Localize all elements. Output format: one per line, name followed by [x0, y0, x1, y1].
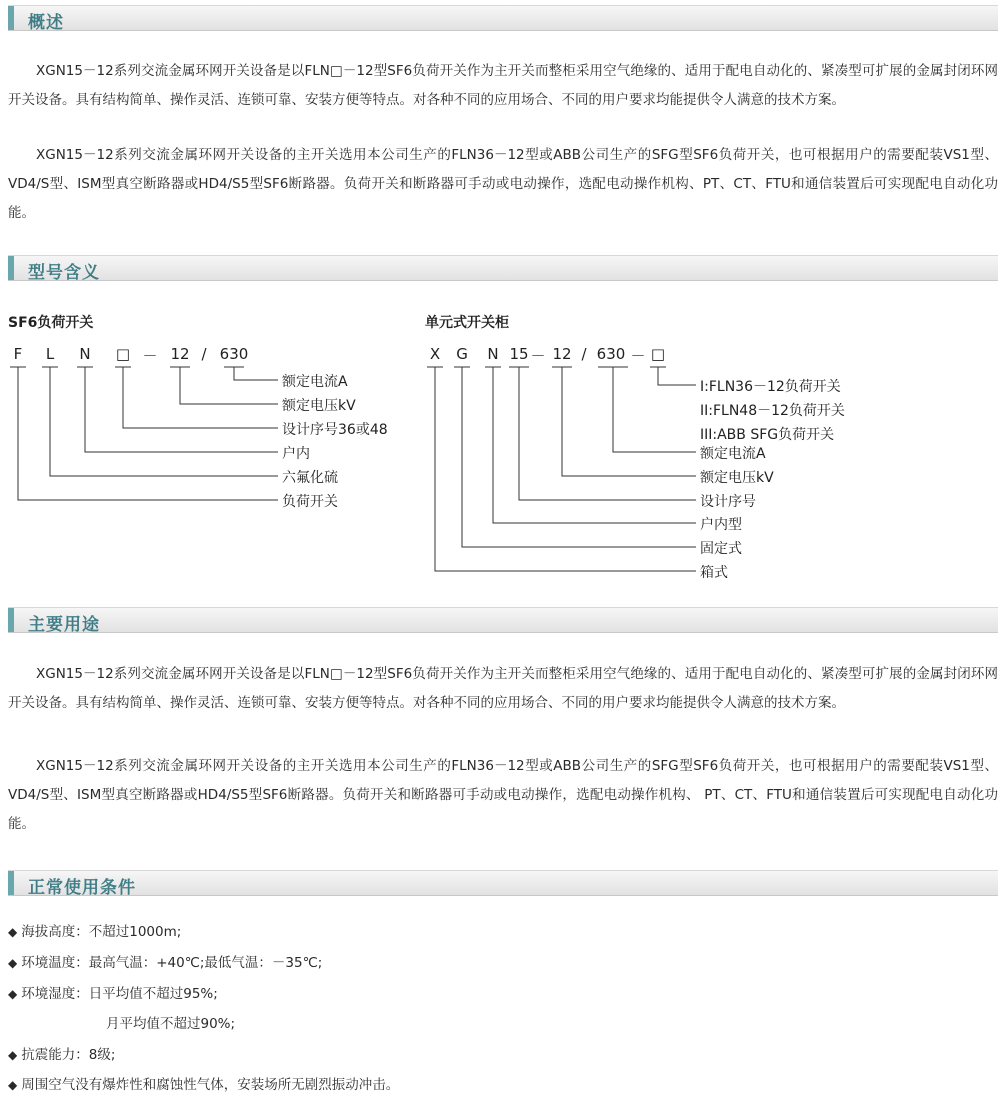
- overview-paragraph-2: XGN15－12系列交流金属环网开关设备的主开关选用本公司生产的FLN36－12型或ABB公司生产的SFG型SF6负荷开关，也可根据用户的需要配装VS1型、VD4/S型、ISM型真空断路器或HD4/S5型SF6断路器。负荷开关和断路器可手动或电动操作，选配电动操作机构、PT、CT、FTU和通信装置后可实现配电自动化功能。: [8, 147, 998, 221]
- condition-item-temperature: [8, 951, 322, 971]
- bullet-diamond-icon: ◆: [8, 925, 18, 939]
- condition-text: 环境湿度：日平均值不超过95%;: [21, 986, 218, 1002]
- condition-text: 月平均值不超过90%;: [106, 1016, 236, 1032]
- left-label-current: 额定电流A: [282, 374, 348, 390]
- right-code-dash1: －: [530, 347, 546, 365]
- condition-item-seismic: [8, 1043, 115, 1063]
- condition-item-environment: [8, 1073, 399, 1093]
- right-label-fixed: 固定式: [700, 541, 742, 557]
- condition-item-altitude: [8, 920, 181, 940]
- condition-item-humidity-monthly: [106, 1012, 235, 1032]
- left-code-630: 630: [219, 345, 249, 363]
- right-label-type1: I:FLN36－12负荷开关: [700, 379, 841, 395]
- condition-text: 环境温度：最高气温：+40℃;最低气温：－35℃;: [21, 955, 323, 971]
- right-line-15: [509, 367, 696, 500]
- left-line-630: [224, 367, 278, 380]
- left-label-loadswitch: 负荷开关: [282, 494, 338, 510]
- right-label-voltage: 额定电压kV: [700, 470, 774, 486]
- bullet-diamond-icon: ◆: [8, 987, 18, 1001]
- left-code-n: N: [79, 345, 91, 363]
- condition-text: 海拔高度：不超过1000m;: [21, 924, 182, 940]
- section-title-overview: 概述: [28, 13, 64, 33]
- section-accent-bar: [8, 608, 14, 632]
- usage-paragraph-1: XGN15－12系列交流金属环网开关设备是以FLN□－12型SF6负荷开关作为主开关而整柜采用空气绝缘的、适用于配电自动化的、紧凑型可扩展的金属封闭环网开关设备。具有结构简单、操作灵活、连锁可靠、安装方便等特点。对各种不同的应用场合、不同的用户要求均能提供令人满意的技术方案。: [8, 666, 998, 711]
- left-line-box: [115, 367, 278, 428]
- right-diagram-subtitle: 单元式开关柜: [425, 315, 509, 331]
- usage-paragraph-2: XGN15－12系列交流金属环网开关设备的主开关选用本公司生产的FLN36－12型或ABB公司生产的SFG型SF6负荷开关，也可根据用户的需要配装VS1型、VD4/S型、ISM型真空断路器或HD4/S5型SF6断路器。负荷开关和断路器可手动或电动操作，选配电动操作机构、 PT、CT、FTU和通信装置后可实现配电自动化功能。: [8, 758, 998, 832]
- left-code-l: L: [45, 345, 55, 363]
- right-line-box: [650, 367, 696, 385]
- left-label-voltage: 额定电压kV: [282, 398, 356, 414]
- right-code-12: 12: [552, 345, 572, 363]
- right-label-type3: III:ABB SFG负荷开关: [700, 427, 835, 443]
- right-code-15: 15: [509, 345, 529, 363]
- left-label-indoor: 户内: [282, 446, 310, 462]
- condition-text: 抗震能力：8级;: [21, 1047, 116, 1063]
- left-code-f: F: [13, 345, 23, 363]
- section-title-conditions: 正常使用条件: [28, 878, 136, 898]
- right-line-g: [454, 367, 696, 547]
- right-label-box: 箱式: [700, 565, 728, 581]
- right-label-current: 额定电流A: [700, 446, 766, 462]
- right-label-type2: II:FLN48－12负荷开关: [700, 403, 845, 419]
- right-line-630: [598, 367, 696, 452]
- left-label-sf6: 六氟化硫: [282, 470, 338, 486]
- left-label-design: 设计序号36或48: [282, 422, 388, 438]
- left-code-12: 12: [170, 345, 190, 363]
- overview-paragraph-1: XGN15－12系列交流金属环网开关设备是以FLN□－12型SF6负荷开关作为主开关而整柜采用空气绝缘的、适用于配电自动化的、紧凑型可扩展的金属封闭环网开关设备。具有结构简单、操作灵活、连锁可靠、安装方便等特点。对各种不同的应用场合、不同的用户要求均能提供令人满意的技术方案。: [8, 63, 998, 108]
- left-line-l: [42, 367, 278, 476]
- bullet-diamond-icon: ◆: [8, 1048, 18, 1062]
- right-code-dash2: －: [630, 347, 646, 365]
- right-label-indoor: 户内型: [700, 517, 742, 533]
- bullet-diamond-icon: ◆: [8, 1078, 18, 1092]
- right-code-box: □: [650, 345, 666, 363]
- right-code-x: X: [429, 345, 441, 363]
- condition-item-humidity: [8, 982, 218, 1002]
- right-line-12: [552, 367, 696, 476]
- section-header-conditions: [8, 870, 998, 896]
- right-code-g: G: [456, 345, 468, 363]
- left-code-box: □: [115, 345, 131, 363]
- section-accent-bar: [8, 871, 14, 895]
- left-code-slash: /: [201, 345, 207, 363]
- right-code-n: N: [487, 345, 499, 363]
- bullet-diamond-icon: ◆: [8, 956, 18, 970]
- section-title-usage: 主要用途: [28, 615, 100, 635]
- condition-text: 周围空气没有爆炸性和腐蚀性气体，安装场所无剧烈振动冲击。: [21, 1077, 400, 1093]
- left-line-12: [170, 367, 278, 404]
- right-code-slash: /: [581, 345, 587, 363]
- left-diagram-subtitle: SF6负荷开关: [8, 315, 94, 331]
- right-code-630: 630: [596, 345, 626, 363]
- left-code-dash: －: [142, 347, 158, 365]
- right-label-design: 设计序号: [700, 494, 756, 510]
- section-title-model: 型号含义: [28, 263, 100, 283]
- section-header-usage: [8, 607, 998, 633]
